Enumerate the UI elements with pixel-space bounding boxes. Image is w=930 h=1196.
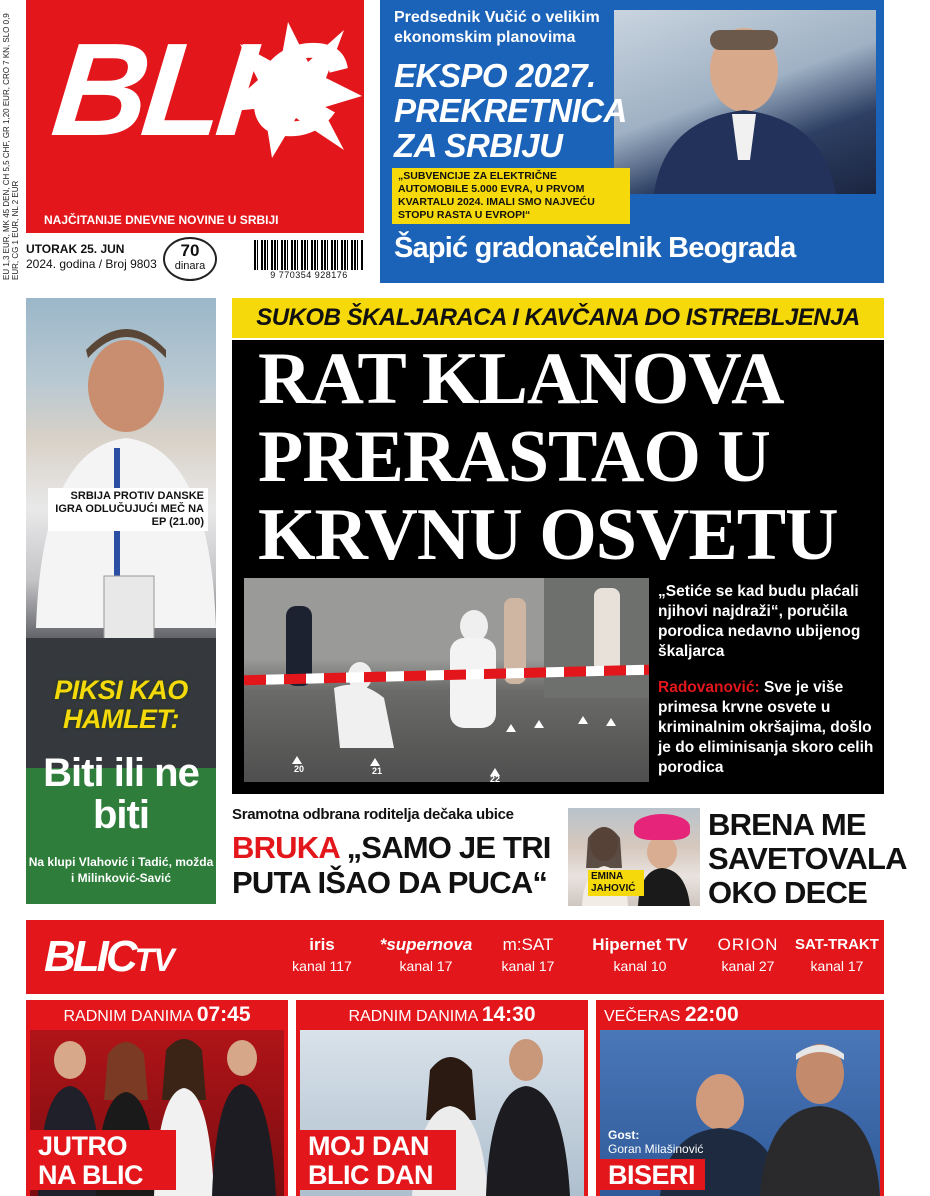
portrait-figure — [614, 10, 876, 194]
main-story[interactable] — [232, 340, 884, 794]
pink-hat — [634, 814, 690, 840]
bruka-headline[interactable] — [232, 830, 562, 900]
tv-logo-blic: BLIC — [44, 932, 135, 981]
show-time: RADNIM DANIMA 14:30 — [348, 1003, 536, 1026]
tagline: NAJČITANIJE DNEVNE NOVINE U SRBIJI — [44, 213, 279, 227]
left-story[interactable] — [26, 298, 216, 904]
blic-tv-bar[interactable] — [26, 920, 884, 994]
price-value: 70 — [180, 241, 200, 260]
channel-supernova[interactable]: *supernova kanal 17 — [379, 935, 473, 974]
top-story-quote: „SUBVENCIJE ZA ELEKTRIČNE AUTOMOBILE 5.000 EVRA, U PRVOM KVARTALU 2024. IMALI SMO NAJVEĆU STOPU RASTA U EVROPI“ — [392, 168, 630, 224]
show-jutro-na-blic[interactable] — [26, 1000, 288, 1196]
channel-orion[interactable]: ORION kanal 27 — [717, 935, 779, 974]
blic-logo: BLIC — [46, 16, 346, 163]
bruka-label: BRUKA — [232, 830, 339, 865]
left-story-kicker: PIKSI KAO HAMLET: — [54, 675, 188, 734]
radovanovic-quote — [658, 678, 878, 778]
brena-photo — [568, 808, 700, 906]
issue-number: 2024. godina / Broj 9803 — [26, 257, 157, 271]
foreign-prices: EU 1,3 EUR, MK 45 DEN, CH 5,5 CHF, GR 1,20 EUR, CRO 7 KN, SLO 0,9 EUR, CG 1 EUR, NL 2 EUR — [2, 13, 20, 280]
tv-logo-tv: TV — [134, 942, 174, 978]
price-badge — [163, 237, 217, 281]
top-story-headline: EKSPO 2027. PREKRETNICA ZA SRBIJU — [394, 57, 626, 164]
brena-headline[interactable]: BRENA ME SAVETOVALA OKO DECE — [708, 807, 906, 910]
sapic-headline: Šapić gradonačelnik Beograda — [394, 232, 796, 264]
vucic-photo — [614, 10, 876, 194]
marker-label: 21 — [372, 766, 383, 776]
match-callout: SRBIJA PROTIV DANSKE IGRA ODLUČUJUĆI MEČ NA EP (21.00) — [48, 488, 208, 531]
barcode-number: 9 770354 928176 — [254, 270, 364, 282]
quote-text: Sve je više primesa krvne osvete u kriminalnim okršajima, došlo je do eliminisanja skoro celih porodica — [658, 679, 874, 776]
show-guest: Gost: Goran Milašinović — [608, 1128, 704, 1156]
show-time: VEČERAS 22:00 — [604, 1003, 739, 1026]
show-title: MOJ DAN BLIC DAN — [296, 1130, 456, 1190]
main-story-headline: RAT KLANOVA PRERASTAO U KRVNU OSVETU — [258, 340, 838, 576]
crime-scene-photo — [244, 578, 649, 782]
left-story-headline: Biti ili ne biti — [43, 751, 199, 837]
masthead-logo-block[interactable] — [26, 0, 364, 233]
show-title: BISERI — [596, 1159, 705, 1190]
bruka-kicker: Sramotna odbrana roditelja dečaka ubice — [232, 806, 514, 823]
photo-caption: EMINA JAHOVIĆ — [588, 870, 644, 896]
show-biseri[interactable] — [596, 1000, 884, 1196]
show-moj-dan-blic-dan[interactable] — [296, 1000, 588, 1196]
quote-speaker: Radovanović: — [658, 679, 760, 696]
marker-label: 20 — [294, 764, 305, 774]
left-story-sub: Na klupi Vlahović i Tadić, možda i Milinković-Savić — [28, 855, 214, 885]
top-story[interactable] — [380, 0, 884, 283]
channel-hipernet[interactable]: Hipernet TV kanal 10 — [592, 935, 688, 974]
issue-date: UTORAK 25. JUN — [26, 242, 125, 256]
channel-msat[interactable]: m:SAT kanal 17 — [501, 935, 555, 974]
main-story-kicker: SUKOB ŠKALJARACA I KAVČANA DO ISTREBLJENJA — [232, 298, 884, 338]
channel-iris[interactable]: iris kanal 117 — [292, 935, 352, 974]
marker-label: 22 — [490, 774, 501, 782]
top-story-kicker: Predsednik Vučić o velikim ekonomskim planovima — [394, 9, 600, 46]
blic-tv-logo — [44, 932, 174, 985]
family-quote: „Setiće se kad budu plaćali njihovi najdraži“, poručila porodica nedavno ubijenog škaljarca — [658, 583, 861, 660]
channel-sat-trakt[interactable]: SAT-TRAKT kanal 17 — [795, 936, 879, 974]
show-title: JUTRO NA BLIC — [26, 1130, 176, 1190]
show-time: RADNIM DANIMA 07:45 — [63, 1003, 251, 1026]
issue-info — [26, 236, 364, 284]
price-currency: dinara — [174, 260, 206, 272]
bruka-text: „SAMO JE TRI PUTA IŠAO DA PUCA“ — [232, 830, 551, 900]
